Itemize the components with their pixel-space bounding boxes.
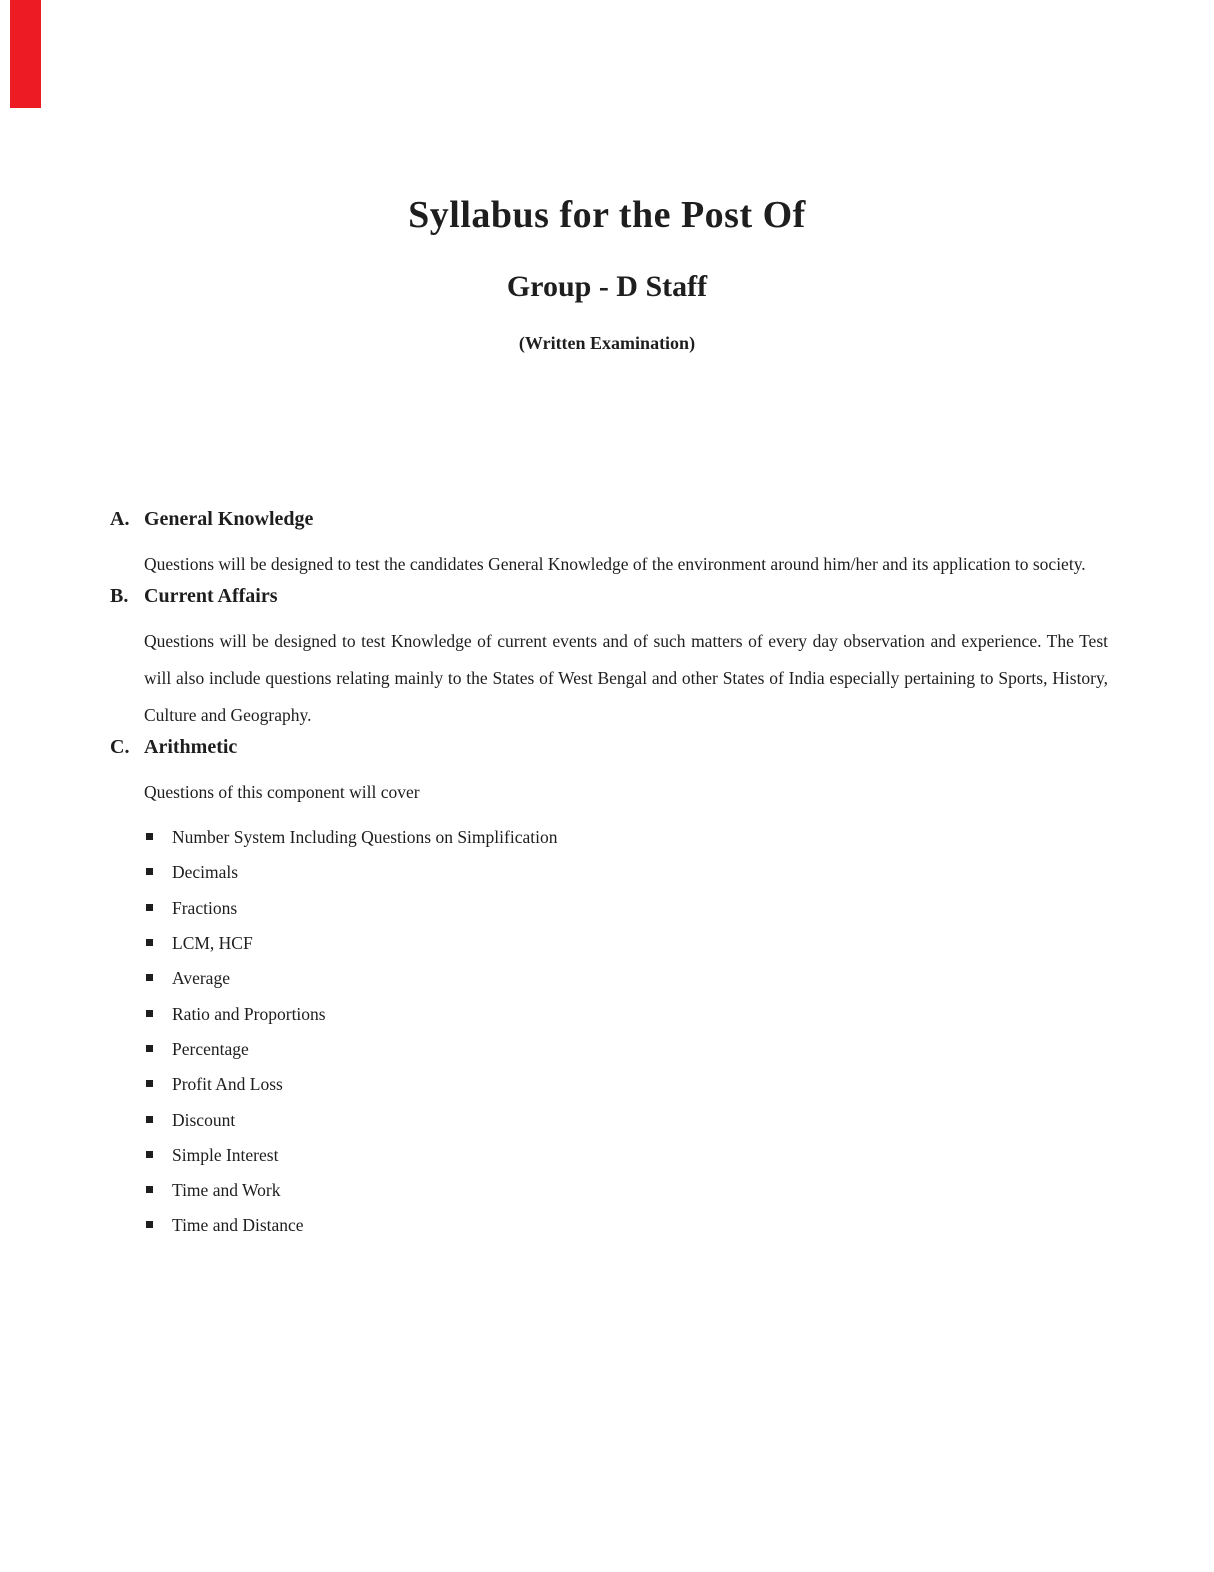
bullet-text: Profit And Loss	[172, 1074, 283, 1095]
section-title: Current Affairs	[144, 585, 278, 607]
section-letter: A.	[110, 508, 130, 530]
bullet-text: Number System Including Questions on Simplification	[172, 827, 558, 848]
section-current-affairs	[110, 583, 1108, 734]
list-item	[144, 1067, 1108, 1102]
bullet-text: LCM, HCF	[172, 933, 253, 954]
bullet-square-icon	[146, 939, 153, 946]
bullet-text: Percentage	[172, 1038, 249, 1059]
section-heading	[110, 583, 1108, 610]
section-general-knowledge	[110, 506, 1108, 583]
bullet-text: Average	[172, 968, 230, 989]
list-item	[144, 926, 1108, 961]
bullet-text: Time and Distance	[172, 1215, 304, 1236]
section-letter: C.	[110, 736, 130, 758]
section-heading	[110, 734, 1108, 761]
list-item	[144, 996, 1108, 1031]
list-item	[144, 820, 1108, 855]
bullet-square-icon	[146, 1080, 153, 1087]
bullet-square-icon	[146, 1221, 153, 1228]
bullet-text: Ratio and Proportions	[172, 1003, 326, 1024]
bullet-square-icon	[146, 1116, 153, 1123]
red-ribbon-mark	[10, 0, 41, 108]
section-paragraph: Questions will be designed to test the candidates General Knowledge of the environment around him/her and its application to society.	[144, 554, 1086, 574]
bullet-square-icon	[146, 1151, 153, 1158]
exam-note: (Written Examination)	[518, 333, 696, 353]
section-intro: Questions of this component will cover	[144, 782, 420, 802]
list-item	[144, 1173, 1108, 1208]
bullet-text: Time and Work	[172, 1180, 281, 1201]
bullet-text: Simple Interest	[172, 1144, 279, 1165]
list-item	[144, 1102, 1108, 1137]
section-heading	[110, 506, 1108, 533]
bullet-square-icon	[146, 974, 153, 981]
bullet-square-icon	[146, 1045, 153, 1052]
bullet-text: Fractions	[172, 897, 238, 918]
list-item	[144, 1138, 1108, 1173]
list-item	[144, 855, 1108, 890]
bullet-text: Discount	[172, 1109, 236, 1130]
bullet-square-icon	[146, 868, 153, 875]
arithmetic-topic-list	[144, 820, 1108, 1244]
bullet-square-icon	[146, 833, 153, 840]
list-item	[144, 891, 1108, 926]
bullet-square-icon	[146, 1010, 153, 1017]
page-title: Syllabus for the Post Of	[408, 194, 806, 236]
section-arithmetic	[110, 734, 1108, 1244]
list-item	[144, 1032, 1108, 1067]
section-letter: B.	[110, 585, 129, 607]
bullet-text: Decimals	[172, 862, 239, 883]
section-paragraph: Questions will be designed to test Knowledge of current events and of such matters of every day observation and experience. The Test will also include questions relating mainly to the States of West Bengal and other States of India especially pertaining to Sports, History, Culture and Geography.	[144, 631, 1108, 725]
document-header	[0, 0, 1214, 354]
bullet-square-icon	[146, 1186, 153, 1193]
bullet-square-icon	[146, 904, 153, 911]
list-item	[144, 961, 1108, 996]
document-body	[0, 506, 1214, 1244]
section-title: General Knowledge	[144, 508, 314, 530]
section-title: Arithmetic	[144, 736, 238, 758]
list-item	[144, 1208, 1108, 1243]
page-subtitle: Group - D Staff	[506, 270, 708, 303]
